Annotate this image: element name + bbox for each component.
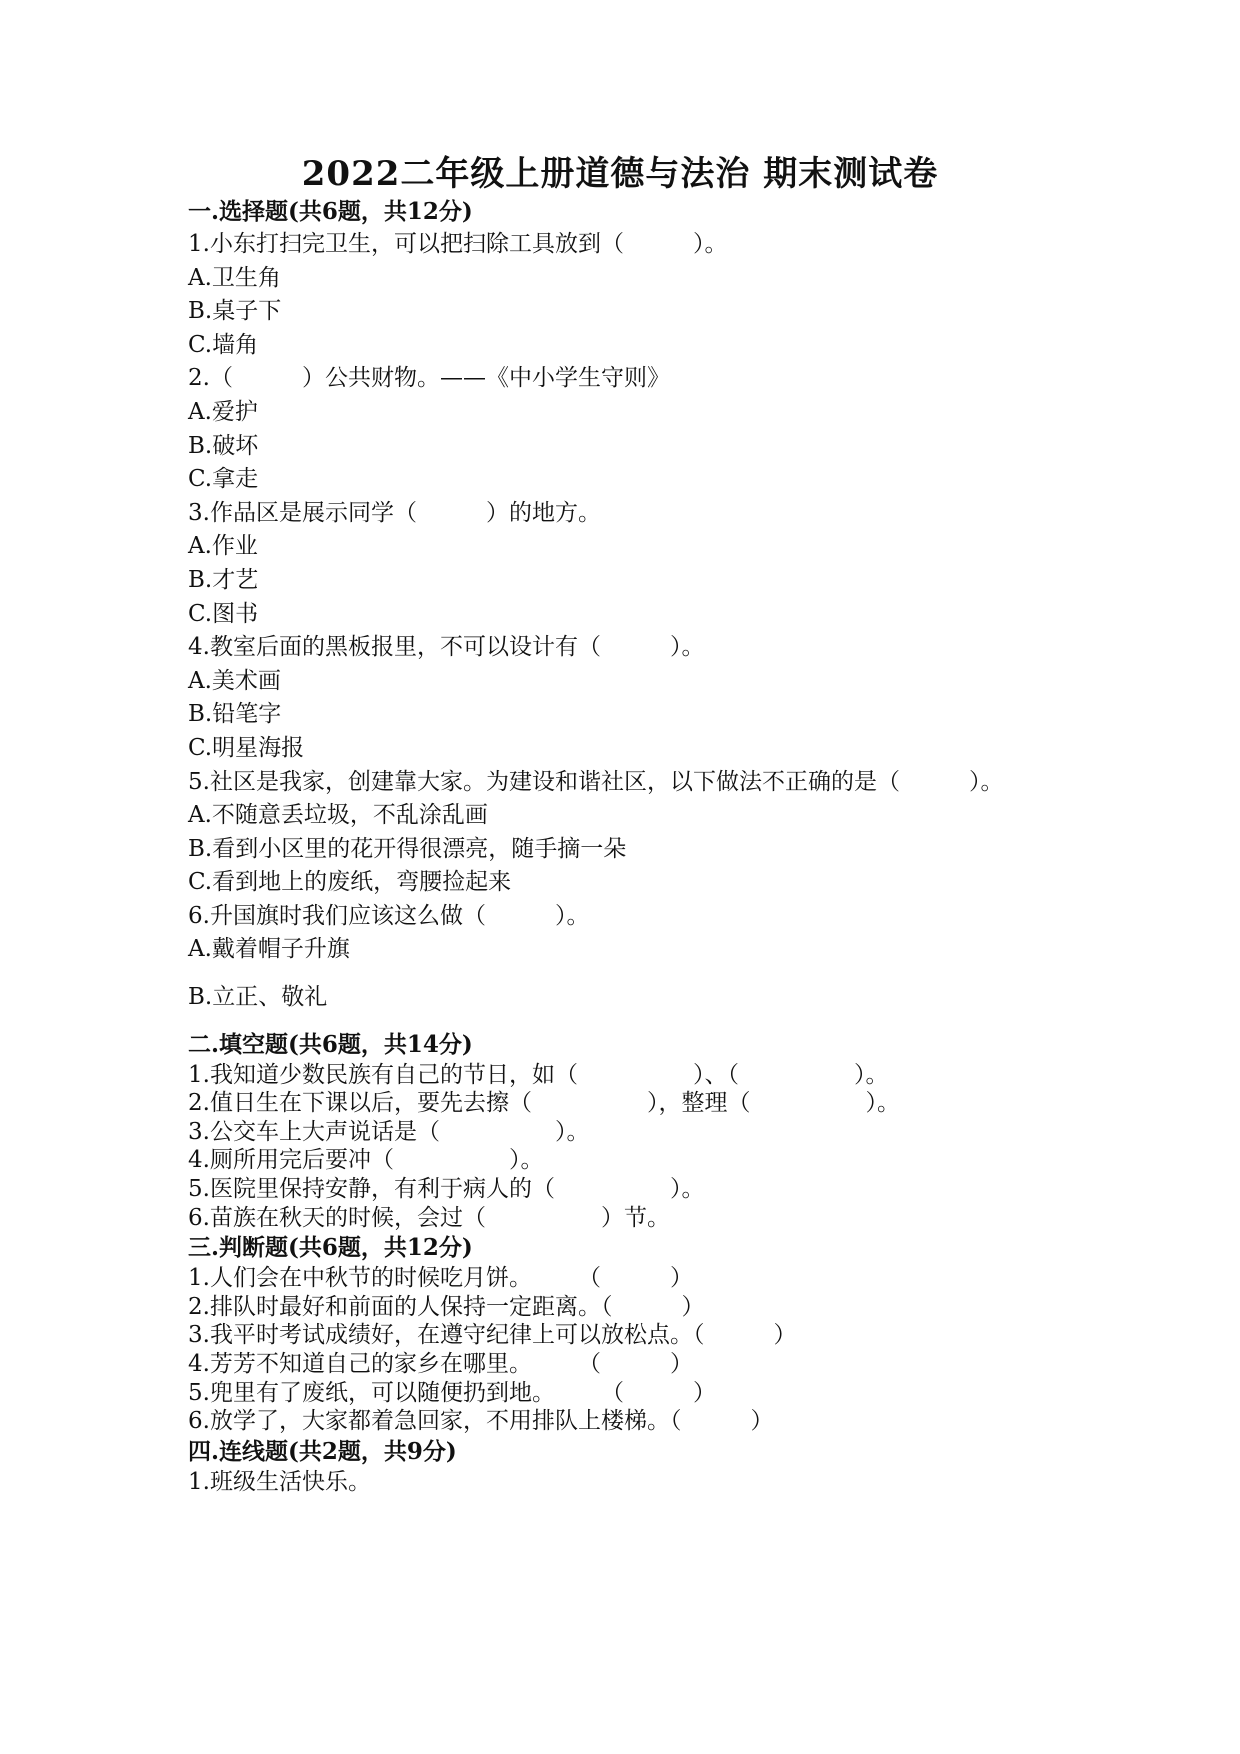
question-line: 4.厕所用完后要冲（ ）。 (188, 1147, 544, 1174)
section-matching (188, 1436, 1168, 1497)
question-line: 1.小东打扫完卫生，可以把扫除工具放到（ ）。 (188, 231, 728, 257)
section-heading: 四.连线题(共2题，共9分) (188, 1437, 457, 1465)
question-line: 1.班级生活快乐。 (188, 1468, 371, 1495)
question-line: 2.值日生在下课以后，要先去擦（ ），整理（ ）。 (188, 1090, 900, 1117)
question-line: 4.教室后面的黑板报里，不可以设计有（ ）。 (188, 634, 705, 661)
question-line: 4.芳芳不知道自己的家乡在哪里。 （ ） (188, 1351, 693, 1377)
section-heading: 一.选择题(共6题，共12分) (188, 198, 473, 225)
question-line: 3.我平时考试成绩好，在遵守纪律上可以放松点。（ ） (188, 1322, 797, 1349)
option-line: C.明星海报 (188, 734, 305, 761)
option-line: B.破坏 (188, 432, 259, 459)
question-line: 2.排队时最好和前面的人保持一定距离。（ ） (188, 1293, 705, 1320)
option-line: C.拿走 (188, 466, 259, 493)
option-line: B.立正、敬礼 (188, 984, 328, 1011)
option-line: A.戴着帽子升旗 (188, 936, 350, 963)
question-line: 6.升国旗时我们应该这么做（ ）。 (188, 902, 590, 929)
question-line: 3.公交车上大声说话是（ ）。 (188, 1118, 590, 1145)
option-line: C.墙角 (188, 331, 259, 358)
option-line: B.铅笔字 (188, 701, 282, 728)
option-line: B.看到小区里的花开得很漂亮，随手摘一朵 (188, 835, 627, 862)
question-line: 1.我知道少数民族有自己的节日，如（ ）、（ ）。 (188, 1061, 889, 1088)
question-line: 5.兜里有了废纸，可以随便扔到地。 （ ） (188, 1379, 716, 1406)
option-line: B.才艺 (188, 566, 259, 593)
question-line: 2.（ ）公共财物。——《中小学生守则》 (188, 365, 670, 392)
option-line: A.不随意丢垃圾，不乱涂乱画 (188, 802, 488, 829)
question-line: 1.人们会在中秋节的时候吃月饼。 （ ） (188, 1265, 693, 1292)
section-heading: 二.填空题(共6题，共14分) (188, 1030, 473, 1058)
section-fill-in-blank (188, 1029, 1168, 1233)
section-multiple-choice (188, 196, 1168, 1015)
question-line: 3.作品区是展示同学（ ）的地方。 (188, 499, 601, 526)
section-true-false (188, 1232, 1168, 1436)
exam-content (188, 196, 1168, 1496)
option-line: C.图书 (188, 600, 259, 627)
section-heading: 三.判断题(共6题，共12分) (188, 1234, 473, 1262)
question-line: 5.医院里保持安静，有利于病人的（ ）。 (188, 1176, 705, 1203)
option-line: B.桌子下 (188, 298, 282, 325)
option-line: A.作业 (188, 533, 258, 560)
question-line: 6.苗族在秋天的时候，会过（ ）节。 (188, 1204, 670, 1231)
question-line: 6.放学了，大家都着急回家，不用排队上楼梯。（ ） (188, 1408, 774, 1435)
question-line: 5.社区是我家，创建靠大家。为建设和谐社区，以下做法不正确的是（ ）。 (188, 768, 1004, 795)
page-title: 2022二年级上册道德与法治 期末测试卷 (301, 154, 939, 194)
option-line: A.爱护 (188, 398, 258, 425)
option-line: A.卫生角 (188, 264, 281, 291)
option-line: A.美术画 (188, 667, 281, 694)
option-line: C.看到地上的废纸，弯腰捡起来 (188, 869, 512, 896)
